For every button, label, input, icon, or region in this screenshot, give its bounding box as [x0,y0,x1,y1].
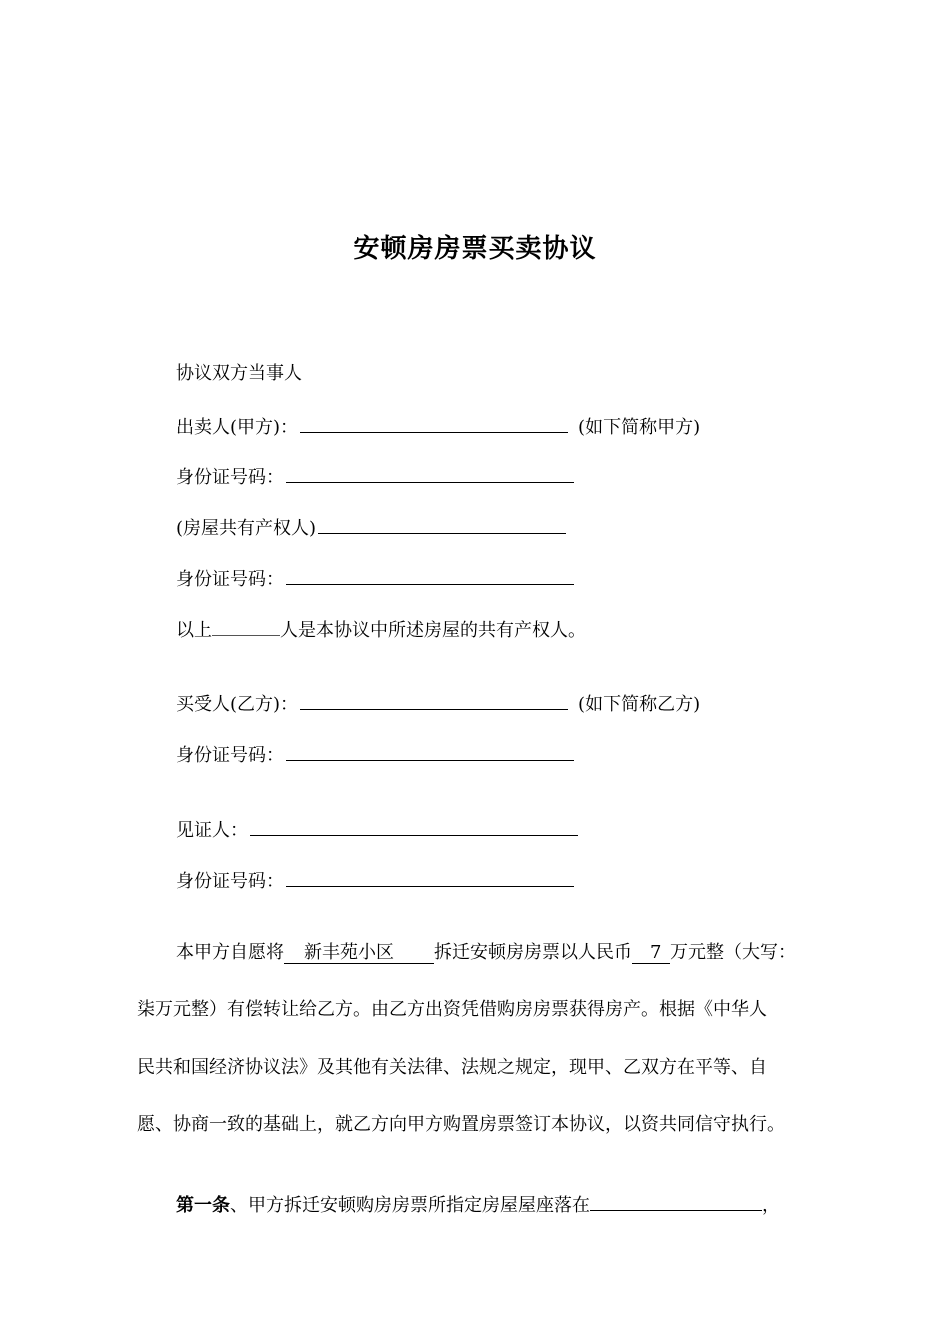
witness-name-field[interactable] [250,815,578,836]
seller-label: 出卖人(甲方)： [176,417,299,438]
witness-id-label: 身份证号码： [176,871,284,892]
co-owner-name-field[interactable] [318,513,566,534]
property-location-field[interactable] [590,1190,762,1211]
witness-line [176,815,578,843]
preamble-line-1 [137,941,821,965]
co-owner-id-field[interactable] [286,564,574,585]
seller-id-line [176,462,574,490]
seller-id-label: 身份证号码： [176,467,284,488]
buyer-note: (如下简称乙方) [578,694,701,715]
co-owner-id-label: 身份证号码： [176,569,284,590]
preamble-line-3: 民共和国经济协议法》及其他有关法律、法规之规定，现甲、乙双方在平等、自 [137,1057,767,1078]
co-owner-statement-suffix: 人是本协议中所述房屋的共有产权人。 [280,620,586,641]
article-1 [137,1190,821,1218]
seller-line [176,412,700,440]
seller-note: (如下简称甲方) [578,417,701,438]
preamble-text-c: 万元整（大写： [670,942,796,963]
co-owner-line [176,513,566,541]
buyer-id-line [176,740,574,768]
buyer-id-field[interactable] [286,740,574,761]
co-owner-statement [176,615,586,643]
document-title: 安顿房房票买卖协议 [353,234,597,264]
preamble-line-2: 柒万元整）有偿转让给乙方。由乙方出资凭借购房房票获得房产。根据《中华人 [137,999,767,1020]
parties-heading: 协议双方当事人 [176,363,302,384]
witness-label: 见证人： [176,820,248,841]
community-name-field[interactable]: 新丰苑小区 [284,943,434,964]
article-1-end: ， [762,1195,780,1216]
preamble-line-4: 愿、协商一致的基础上，就乙方向甲方购置房票签订本协议，以资共同信守执行。 [137,1114,785,1135]
seller-name-field[interactable] [300,412,568,433]
amount-field[interactable]: 7 [632,943,670,964]
preamble-text-a: 本甲方自愿将 [176,942,284,963]
buyer-line [176,689,700,717]
co-owner-id-line [176,564,574,592]
witness-id-line [176,866,574,894]
co-owner-count-field[interactable] [212,615,280,636]
co-owner-statement-prefix: 以上 [176,620,212,641]
article-1-heading: 第一条 [176,1195,230,1216]
preamble-text-b: 拆迁安顿房房票以人民币 [434,942,632,963]
co-owner-label: (房屋共有产权人) [176,518,317,539]
buyer-name-field[interactable] [300,689,568,710]
buyer-id-label: 身份证号码： [176,745,284,766]
article-1-text: 、甲方拆迁安顿购房房票所指定房屋屋座落在 [230,1195,590,1216]
buyer-label: 买受人(乙方)： [176,694,299,715]
witness-id-field[interactable] [286,866,574,887]
seller-id-field[interactable] [286,462,574,483]
